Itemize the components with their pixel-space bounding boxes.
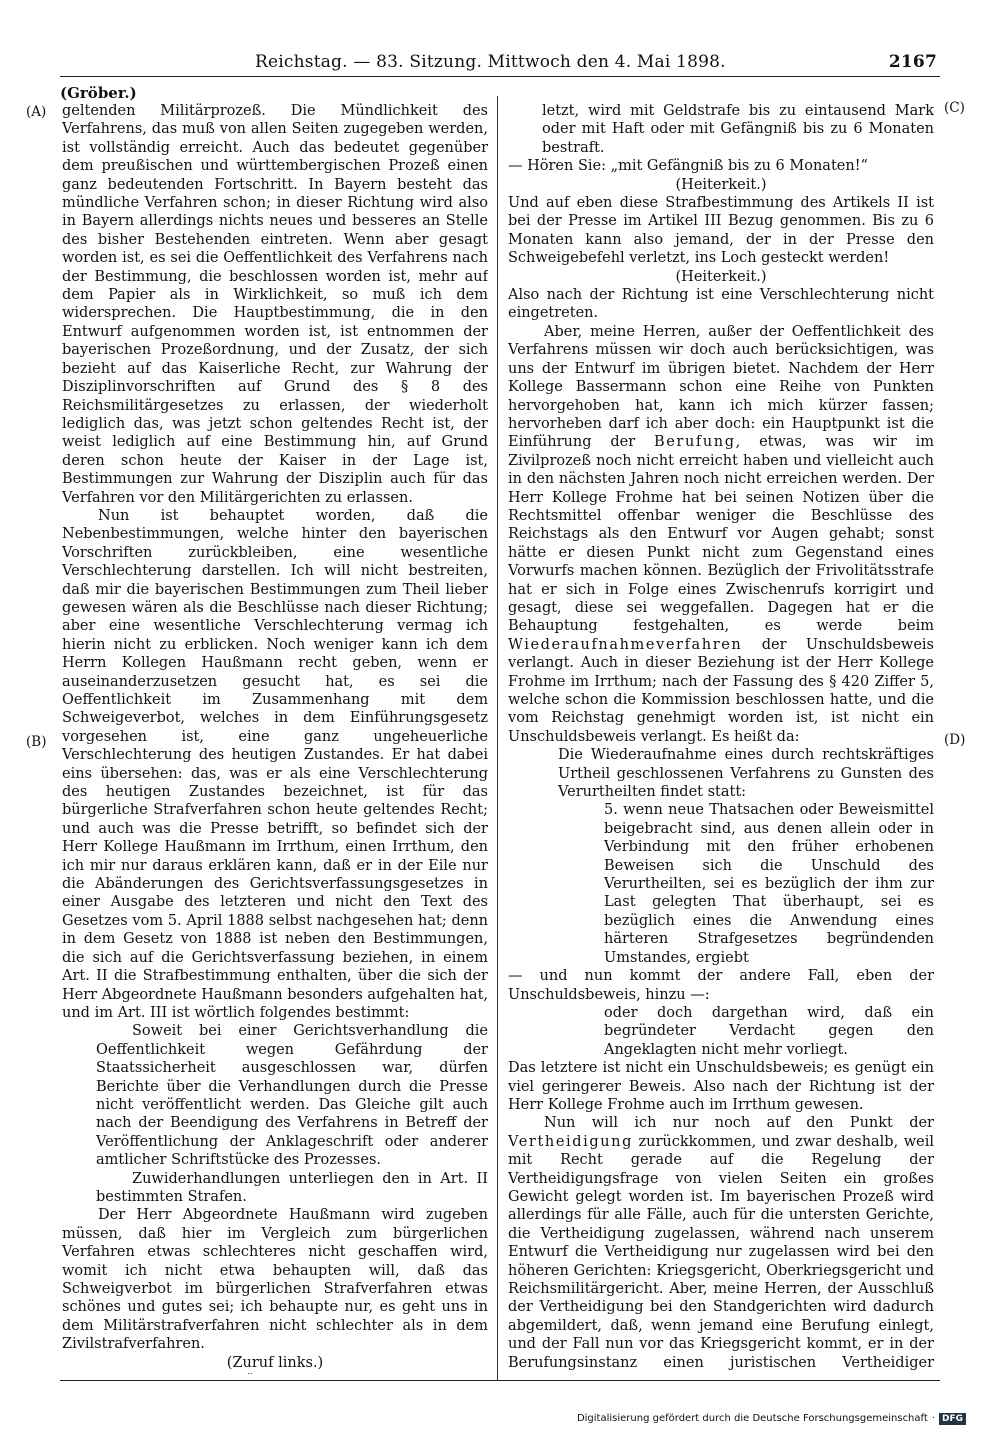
block-quote: letzt, wird mit Geldstrafe bis zu eintausend Mark oder mit Haft oder mit Gefängniß bis zu 6 Monaten bestraft. bbox=[542, 103, 934, 156]
interjection: (Heiterkeit.) bbox=[675, 268, 767, 285]
text-run: zurückkommen, und zwar deshalb, weil mit Recht gerade auf die Regelung der Vertheidigungsfrage von vielen Seiten ein großes Gewicht gelegt worden ist. Im bayerischen Prozeß wird allerdings für alle Fälle, auch für die untersten Gerichte, die Vertheidigung zugelassen, während nach unserem Entwurf die Vertheidigung nur zugelassen wird bei den höheren Gerichten: Kriegsgericht, Oberkriegsgericht und Reichsmilitärgericht. Aber, meine Herren, der Ausschluß der Vertheidigung bei den Standgerichten wird dadurch abgemildert, daß, wenn jemand eine Berufung einlegt, und der Fall nun vor das Kriegsgericht kommt, er in der Berufungsinstanz einen juristischen Vertheidiger bbox=[508, 1133, 934, 1371]
running-header bbox=[255, 52, 943, 74]
block-quote: Die Wiederaufnahme eines durch rechtskräftiges Urtheil geschlossenen Verfahrens zu Gunsten des Verurtheilten findet statt: bbox=[558, 747, 934, 801]
paragraph: Das letztere ist nicht ein Unschuldsbeweis; es genügt ein viel geringerer Beweis. Also nach der Richtung ist der Herr Kollege Frohme auch im Irrthum gewesen. bbox=[508, 1060, 934, 1113]
margin-marker-c: (C) bbox=[944, 100, 965, 116]
paragraph bbox=[508, 1114, 934, 1374]
page-number: 2167 bbox=[888, 52, 937, 72]
interjection: (Zuruf links.) bbox=[226, 1354, 324, 1371]
block-quote: Zuwiderhandlungen unterliegen den in Art. II bestimmten Strafen. bbox=[96, 1170, 488, 1205]
footer bbox=[577, 1413, 966, 1425]
footer-rule bbox=[60, 1380, 940, 1381]
block-quote: oder doch dargethan wird, daß ein begründeter Verdacht gegen den Angeklagten nicht mehr vorliegt. bbox=[604, 1004, 934, 1058]
right-column bbox=[508, 102, 934, 1374]
block-quote: Soweit bei einer Gerichtsverhandlung die Oeffentlichkeit wegen Gefährdung der Staatssicherheit ausgeschlossen war, dürfen Berichte über die Verhandlungen durch die Presse nicht veröffentlicht werden. Das Gleiche gilt auch nach der Beendigung des Verfahrens in Betreff der Veröffentlichung der Anklageschrift oder anderer amtlicher Schriftstücke des Prozesses. bbox=[96, 1023, 488, 1169]
paragraph: Und auf eben diese Strafbestimmung des Artikels II ist bei der Presse im Artikel III Bezug genommen. Bis zu 6 Monaten kann also jemand, der in der Presse den Schweigebefehl verletzt, ins Loch gesteckt werden! bbox=[508, 195, 934, 267]
text-run: der Unschuldsbeweis verlangt. Auch in dieser Beziehung ist der Herr Kollege Frohme im Irrthum; nach der Fassung des § 420 Ziffer 5, welche schon die Kommission beschlossen hatte, und die vom Reichstag genehmigt worden ist, ist nicht ein Unschuldsbeweis verlangt. Es heißt da: bbox=[508, 636, 934, 745]
paragraph: Der Herr Abgeordnete Haußmann wird zugeben müssen, daß hier im Vergleich zum bürgerlichen Verfahren etwas schlechteres nicht geschaffen wird, womit ich nicht etwa behaupten will, daß das Schweigverbot im bürgerlichen Strafverfahren etwas schönes und gutes sei; ich behaupte nur, es geht uns in dem Militärstrafverfahren nicht schlechter als in dem Zivilstrafverfahren. bbox=[62, 1207, 488, 1353]
paragraph: Also nach der Richtung ist eine Verschlechterung nicht eingetreten. bbox=[508, 287, 934, 322]
interjection: (Heiterkeit.) bbox=[675, 176, 767, 193]
paragraph: Nun ist behauptet worden, daß die Nebenbestimmungen, welche hinter den bayerischen Vorschriften zurückbleiben, eine wesentliche Verschlechterung darstellen. Ich will nicht bestreiten, daß mir die bayerischen Bestimmungen zum Theil lieber gewesen wären als die Beschlüsse nach dieser Richtung; aber eine wesentliche Verschlechterung vermag ich hierin nicht zu erblicken. Noch weniger kann ich dem Herrn Kollegen Haußmann recht geben, wenn er auseinanderzusetzen gesucht hat, es sei die Oeffentlichkeit im Zusammenhang mit dem Schweigeverbot, welches in dem Einführungsgesetz vorgesehen ist, eine ganz ungeheuerliche Verschlechterung des heutigen Zustandes. Er hat dabei eins übersehen: das, was er als eine Verschlechterung des heutigen Zustandes bezeichnet, ist für das bürgerliche Strafverfahren schon heute geltendes Recht; und auch was die Presse betrifft, so befindet sich der Herr Kollege Haußmann im Irrthum, einen Irrthum, den ich mir nur daraus erklären kann, daß er in der Eile nur die Abänderungen des Gerichtsverfassungsgesetzes in einer Ausgabe des letzteren und nicht den Text des Gesetzes vom 5. April 1888 selbst nachgesehen hat; denn in dem Gesetz von 1888 ist neben den Bestimmungen, die sich auf die Gerichtsverfassung beziehen, in einem Art. II die Strafbestimmung enthalten, über die sich der Herr Abgeordnete Haußmann besonders aufgehalten hat, und im Art. III ist wörtlich folgendes bestimmt: bbox=[62, 507, 488, 1021]
speaker-name: (Gröber.) bbox=[60, 84, 137, 102]
paragraph: — Hören Sie: „mit Gefängniß bis zu 6 Monaten!“ bbox=[508, 158, 868, 175]
footer-credit: Digitalisierung gefördert durch die Deutsche Forschungsgemeinschaft bbox=[576, 1413, 928, 1424]
footer-separator: · bbox=[931, 1413, 935, 1424]
block-quote: 5. wenn neue Thatsachen oder Beweismittel beigebracht sind, aus denen allein oder in Verbindung mit den früher erhobenen Beweisen sich die Unschuld des Verurtheilten, sei es bezüglich der ihm zur Last gelegten That überhaupt, sei es bezüglich eines die Anwendung eines härteren Strafgesetzes begründenden Umstandes, ergiebt bbox=[604, 802, 934, 966]
dfg-logo: DFG bbox=[939, 1413, 966, 1425]
margin-marker-a: (A) bbox=[26, 104, 47, 120]
margin-marker-d: (D) bbox=[944, 732, 966, 748]
margin-marker-b: (B) bbox=[26, 734, 47, 750]
emphasis-wiederaufnahme: Wiederaufnahmeverfahren bbox=[508, 636, 743, 653]
text-run: Nun will ich nur noch auf den Punkt der bbox=[544, 1115, 934, 1132]
emphasis-berufung: Berufung bbox=[653, 434, 736, 451]
emphasis-vertheidigung: Vertheidigung bbox=[508, 1133, 633, 1150]
text-run: Aber, meine Herren, außer der Oeffentlichkeit des Verfahrens müssen wir doch auch berücksichtigen, was uns der Entwurf im übrigen bietet. Nachdem der Herr Kollege Bassermann schon eine Reihe von Punkten hervorgehoben hat, kann ich mich kürzer fassen; hervorheben darf ich aber doch: ein Hauptpunkt ist die Einführung der bbox=[508, 323, 934, 451]
text-run: , etwas, was wir im Zivilprozeß noch nicht erreicht haben und vielleicht auch in den nächsten Jahren noch nicht erreichen werden. Der Herr Kollege Frohme hat bei seinen Notizen über die Rechtsmittel offenbar weniger die Beschlüsse des Reichstags als den Entwurf vor Augen gehabt; sonst hätte er diesen Punkt nicht zum Gegenstand eines Vorwurfs machen können. Bezüglich der Frivolitätsstrafe hat er sich in Folge eines Zwischenrufs korrigirt und gesagt, diese sei weggefallen. Dagegen hat er die Behauptung festgehalten, es werde beim bbox=[508, 434, 934, 635]
column-divider bbox=[497, 96, 498, 1380]
paragraph bbox=[508, 323, 934, 746]
header-title: Reichstag. — 83. Sitzung. Mittwoch den 4. Mai 1898. bbox=[255, 52, 726, 72]
left-column bbox=[62, 102, 488, 1374]
paragraph: — und nun kommt der andere Fall, eben der Unschuldsbeweis, hinzu —: bbox=[508, 968, 934, 1003]
header-rule bbox=[60, 76, 940, 77]
paragraph bbox=[62, 1372, 488, 1374]
paragraph: geltenden Militärprozeß. Die Mündlichkeit des Verfahrens, das muß von allen Seiten zugegeben werden, ist vollständig erreicht. Auch das bedeutet gegenüber dem preußischen und württembergischen Prozeß einen ganz bedeutenden Fortschritt. In Bayern besteht das mündliche Verfahren schon; in dieser Richtung wird also in Bayern allerdings nichts neues und besseres an Stelle des bisher Bestehenden eintreten. Wenn aber gesagt worden ist, es sei die Oeffentlichkeit des Verfahrens nach der Bestimmung, die beschlossen worden ist, mehr auf dem Papier als in Wirklichkeit, so muß ich dem widersprechen. Die Hauptbestimmung, die in den Entwurf aufgenommen worden ist, ist entnommen der bayerischen Prozeßordnung, und der Zusatz, der sich bezieht auf das Kaiserliche Recht, zur Wahrung der Disziplinvorschriften auf Grund des § 8 des Reichsmilitärgesetzes zu erlassen, der wiederholt lediglich das, was jetzt schon geltendes Recht ist, der weist lediglich auf eine Bestimmung hin, auf Grund deren schon heute der Kaiser in der Lage ist, Bestimmungen zur Wahrung der Disziplin auch für das Verfahren vor den Militärgerichten zu erlassen. bbox=[62, 103, 488, 506]
